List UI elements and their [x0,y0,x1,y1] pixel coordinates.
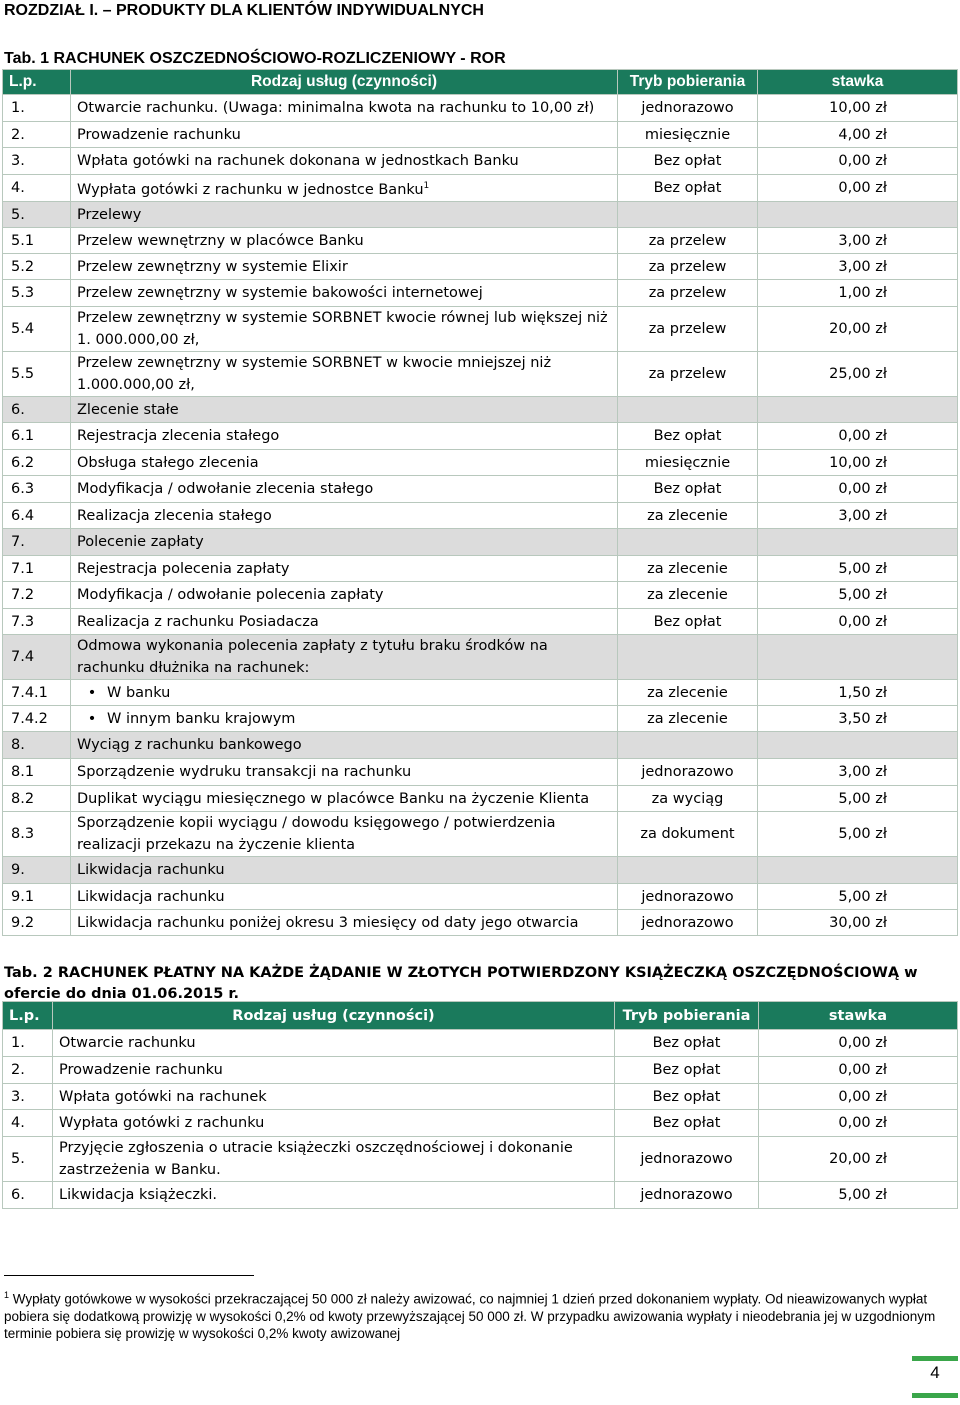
row-description-text: Przelewy [77,206,142,223]
row-mode [618,857,758,884]
row-mode: za wyciąg [618,786,758,812]
row-lp: 9.1 [3,884,71,910]
table-row [3,680,958,706]
row-description [71,352,618,397]
row-mode: Bez opłat [615,1084,759,1110]
row-lp: 5.5 [3,352,71,397]
page-number: 4 [930,1363,940,1382]
table-row [3,95,958,122]
table-row [3,1110,958,1137]
row-rate: 30,00 zł [758,910,958,936]
row-rate: 20,00 zł [758,307,958,352]
row-rate: 0,00 zł [759,1084,958,1110]
footnote-mark: 1 [4,1290,10,1300]
row-mode: jednorazowo [618,759,758,786]
row-mode: za zlecenie [618,503,758,529]
table-row [3,450,958,476]
row-lp: 6.2 [3,450,71,476]
row-description-text: Rejestracja zlecenia stałego [77,428,280,444]
bullet-icon: • [87,684,97,701]
row-rate: 0,00 zł [758,148,958,175]
row-lp: 7.4.1 [3,680,71,706]
row-description [53,1030,615,1057]
row-description-text: Modyfikacja / odwołanie polecenia zapłaty [77,587,384,603]
table-row [3,582,958,609]
table-row [3,556,958,582]
row-lp: 7.3 [3,609,71,635]
row-lp: 1. [3,95,71,122]
row-mode [618,529,758,556]
row-mode: za przelew [618,352,758,397]
row-rate: 0,00 zł [758,609,958,635]
row-description-text: Wypłata gotówki z rachunku w jednostce Banku [77,181,424,198]
row-description [71,556,618,582]
row-description-text: Likwidacja rachunku [77,862,225,878]
row-description-text: W banku [107,684,171,701]
row-lp: 8.2 [3,786,71,812]
row-mode: Bez opłat [618,148,758,175]
row-lp: 7.2 [3,582,71,609]
row-description [53,1137,615,1182]
row-lp: 5.3 [3,280,71,307]
row-mode [618,732,758,759]
section-row [3,202,958,228]
row-description-text: Modyfikacja / odwołanie zlecenia stałego [77,481,374,497]
row-description-text: Polecenie zapłaty [77,534,204,550]
row-mode: za zlecenie [618,680,758,706]
header-lp: L.p. [3,1002,53,1030]
row-description-text: Przelew zewnętrzny w systemie bakowości internetowej [77,285,483,301]
row-description-text: Przelew zewnętrzny w systemie Elixir [77,258,348,275]
row-description-text: Realizacja zlecenia stałego [77,507,272,524]
table-row [3,476,958,503]
row-description-text: Duplikat wyciągu miesięcznego w placówce Banku na życzenie Klienta [77,790,590,807]
table-row [3,175,958,202]
row-description-text: Wpłata gotówki na rachunek [59,1088,267,1105]
header-lp: L.p. [3,70,71,95]
row-lp: 9.2 [3,910,71,936]
table-row [3,280,958,307]
header-rate: stawka [759,1002,958,1030]
table-row [3,148,958,175]
row-mode: za przelew [618,254,758,280]
row-lp: 4. [3,175,71,202]
header-service: Rodzaj usług (czynności) [71,70,618,95]
row-lp: 4. [3,1110,53,1137]
row-lp: 3. [3,148,71,175]
row-description [71,910,618,936]
row-rate: 25,00 zł [758,352,958,397]
row-rate: 3,00 zł [758,228,958,254]
row-description [53,1110,615,1137]
row-rate: 5,00 zł [758,786,958,812]
row-description-text: Likwidacja rachunku [77,888,225,905]
table-row [3,1057,958,1084]
row-description-text: Przelew zewnętrzny w systemie SORBNET w kwocie mniejszej niż 1.000.000,00 zł, [77,355,552,393]
row-description-text: Sporządzenie kopii wyciągu / dowodu księgowego / potwierdzenia realizacji przekazu na życzenie klienta [77,815,556,853]
row-description-text: Realizacja z rachunku Posiadacza [77,613,319,630]
row-rate: 5,00 zł [758,812,958,857]
table-row [3,254,958,280]
table-row [3,228,958,254]
row-description-text: Przyjęcie zgłoszenia o utracie książeczki oszczędnościowej i dokonanie zastrzeżenia w Banku. [59,1140,573,1178]
page-number-box [912,1356,958,1398]
table-row [3,1084,958,1110]
section-title: ROZDZIAŁ I. – PRODUKTY DLA KLIENTÓW INDYWIDUALNYCH [4,2,484,19]
row-mode: jednorazowo [618,910,758,936]
row-rate: 5,00 zł [759,1182,958,1209]
row-description [71,202,618,228]
fee-table-passbook [2,1001,958,1209]
row-description-text: Wypłata gotówki z rachunku [59,1115,265,1131]
row-description-text: Wpłata gotówki na rachunek dokonana w jednostkach Banku [77,153,519,169]
table2-caption: Tab. 2 RACHUNEK PŁATNY NA KAŻDE ŻĄDANIE W ZŁOTYCH POTWIERDZONY KSIĄŻECZKĄ OSZCZĘDNOŚCIOWĄ w ofercie do dnia 01.06.2015 r. [4,965,918,1002]
row-rate [758,202,958,228]
table-row [3,307,958,352]
row-rate: 3,00 zł [758,503,958,529]
row-description [71,423,618,450]
table-row [3,910,958,936]
row-lp: 8. [3,732,71,759]
row-rate: 3,50 zł [758,706,958,732]
row-description [71,635,618,680]
footnote-text: Wypłaty gotówkowe w wysokości przekraczającej 50 000 zł należy awizować, co najmniej 1 dzień przed dokonaniem wypłaty. Od nieawizowanych wypłat pobiera się dodatkową prowizję w wysokości 0,2% od kwoty przewyższającej 50 000 zł. W przypadku awizowania wypłaty i nieodebrania jej w uzgodnionym terminie pobiera się prowizję w wysokości 0,2% kwoty awizowanej [4,1291,936,1341]
row-description-text: Przelew zewnętrzny w systemie SORBNET kwocie równej lub większej niż 1. 000.000,00 zł, [77,310,608,348]
row-description-text: Otwarcie rachunku. (Uwaga: minimalna kwota na rachunku to 10,00 zł) [77,100,595,116]
row-mode: jednorazowo [618,884,758,910]
table-row [3,706,958,732]
row-rate: 5,00 zł [758,556,958,582]
row-description-text: Likwidacja rachunku poniżej okresu 3 miesięcy od daty jego otwarcia [77,914,579,931]
table-row [3,609,958,635]
table-row [3,786,958,812]
row-description [53,1057,615,1084]
table-row [3,1137,958,1182]
row-description [71,706,618,732]
row-description [71,680,618,706]
row-rate [758,732,958,759]
row-lp: 2. [3,122,71,148]
row-description [71,759,618,786]
row-mode: miesięcznie [618,450,758,476]
row-rate [758,397,958,423]
footnote-separator [4,1275,254,1276]
row-mode [618,635,758,680]
row-mode: za przelew [618,280,758,307]
row-lp: 5.4 [3,307,71,352]
row-description [71,503,618,529]
row-description-text: Otwarcie rachunku [59,1035,196,1051]
row-lp: 8.3 [3,812,71,857]
row-rate [758,857,958,884]
row-lp: 5. [3,1137,53,1182]
row-mode: za zlecenie [618,556,758,582]
header-mode: Tryb pobierania [615,1002,759,1030]
row-rate [758,529,958,556]
row-rate: 10,00 zł [758,450,958,476]
row-description [71,732,618,759]
row-lp: 6. [3,1182,53,1209]
row-lp: 2. [3,1057,53,1084]
row-rate: 5,00 zł [758,582,958,609]
row-description-text: Zlecenie stałe [77,401,179,418]
row-rate: 4,00 zł [758,122,958,148]
row-description-text: Przelew wewnętrzny w placówce Banku [77,232,364,249]
table-row [3,503,958,529]
row-lp: 7. [3,529,71,556]
table1-caption: Tab. 1 RACHUNEK OSZCZEDNOŚCIOWO-ROZLICZENIOWY - ROR [4,50,506,67]
row-lp: 6.4 [3,503,71,529]
row-mode [618,397,758,423]
row-description-text: W innym banku krajowym [107,710,296,727]
row-rate: 3,00 zł [758,759,958,786]
row-description-text: Prowadzenie rachunku [77,126,241,143]
row-description [71,786,618,812]
row-description [71,122,618,148]
row-lp: 5. [3,202,71,228]
header-service: Rodzaj usług (czynności) [53,1002,615,1030]
row-lp: 5.2 [3,254,71,280]
row-description [71,812,618,857]
row-lp: 7.4 [3,635,71,680]
row-description-text: Likwidacja książeczki. [59,1187,217,1203]
table-row [3,423,958,450]
row-rate: 20,00 zł [759,1137,958,1182]
row-mode: Bez opłat [618,423,758,450]
row-description-text: Wyciąg z rachunku bankowego [77,737,302,753]
bullet-icon: • [87,710,97,727]
row-description-text: Rejestracja polecenia zapłaty [77,560,290,577]
row-rate: 1,50 zł [758,680,958,706]
row-lp: 7.1 [3,556,71,582]
row-lp: 6. [3,397,71,423]
row-lp: 3. [3,1084,53,1110]
row-lp: 1. [3,1030,53,1057]
row-description [71,397,618,423]
row-description [53,1182,615,1209]
row-description [71,95,618,122]
row-rate: 0,00 zł [759,1110,958,1137]
footnote-ref: 1 [423,181,430,192]
fee-table-ror [2,69,958,936]
row-rate: 0,00 zł [758,175,958,202]
section-row [3,732,958,759]
row-description [71,450,618,476]
row-description [71,175,618,202]
row-description [71,280,618,307]
table-row [3,352,958,397]
table-row [3,1030,958,1057]
section-row [3,857,958,884]
row-rate: 0,00 zł [758,476,958,503]
row-lp: 6.1 [3,423,71,450]
row-mode: Bez opłat [618,609,758,635]
row-mode: jednorazowo [615,1182,759,1209]
table-header-row [3,70,958,95]
table-row [3,1182,958,1209]
row-mode: Bez opłat [618,175,758,202]
table-row [3,122,958,148]
row-mode: za przelew [618,228,758,254]
row-description [71,529,618,556]
header-mode: Tryb pobierania [618,70,758,95]
row-description [71,307,618,352]
row-rate: 5,00 zł [758,884,958,910]
row-description [71,582,618,609]
row-mode: Bez opłat [615,1057,759,1084]
row-description [71,609,618,635]
row-rate [758,635,958,680]
row-mode: za dokument [618,812,758,857]
row-mode: miesięcznie [618,122,758,148]
row-description [71,228,618,254]
row-rate: 3,00 zł [758,254,958,280]
table-row [3,759,958,786]
row-description-text: Odmowa wykonania polecenia zapłaty z tytułu braku środków na rachunku dłużnika na rachunek: [77,638,548,676]
table-header-row [3,1002,958,1030]
row-description-text: Sporządzenie wydruku transakcji na rachunku [77,764,412,780]
section-row [3,397,958,423]
row-rate: 10,00 zł [758,95,958,122]
row-mode: Bez opłat [615,1110,759,1137]
row-rate: 0,00 zł [758,423,958,450]
table-row [3,884,958,910]
row-mode [618,202,758,228]
row-description [71,148,618,175]
row-description [71,254,618,280]
row-mode: Bez opłat [615,1030,759,1057]
row-mode: za przelew [618,307,758,352]
table-row [3,812,958,857]
page-number-bottom-bar [912,1393,958,1398]
row-rate: 1,00 zł [758,280,958,307]
row-lp: 6.3 [3,476,71,503]
row-mode: Bez opłat [618,476,758,503]
row-lp: 7.4.2 [3,706,71,732]
row-rate: 0,00 zł [759,1057,958,1084]
row-lp: 9. [3,857,71,884]
row-description [71,857,618,884]
header-rate: stawka [758,70,958,95]
section-row [3,635,958,680]
row-lp: 5.1 [3,228,71,254]
row-mode: jednorazowo [615,1137,759,1182]
row-lp: 8.1 [3,759,71,786]
row-mode: za zlecenie [618,582,758,609]
page-number-top-bar [912,1356,958,1361]
row-description-text: Obsługa stałego zlecenia [77,454,259,471]
row-mode: jednorazowo [618,95,758,122]
row-description [71,884,618,910]
row-description-text: Prowadzenie rachunku [59,1062,223,1078]
section-row [3,529,958,556]
footnote [4,1287,954,1342]
row-description [53,1084,615,1110]
row-rate: 0,00 zł [759,1030,958,1057]
row-description [71,476,618,503]
row-mode: za zlecenie [618,706,758,732]
